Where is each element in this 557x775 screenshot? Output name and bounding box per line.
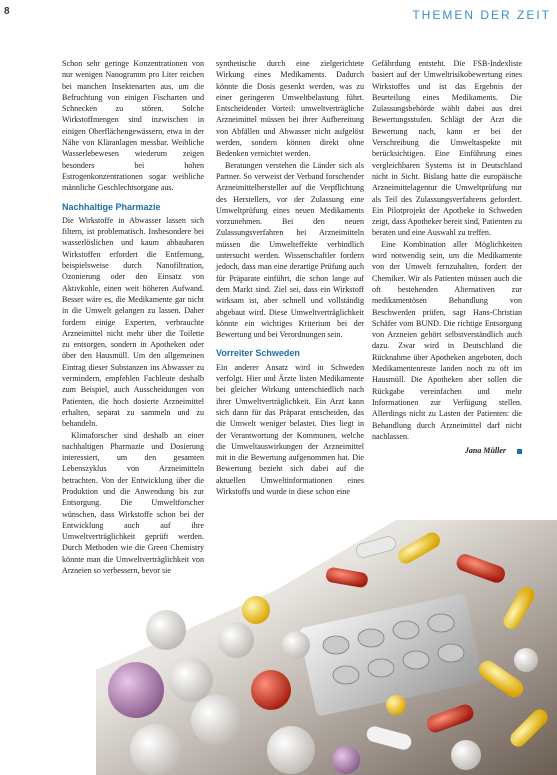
paragraph: Die Wirkstoffe in Abwasser lassen sich filtern, ist problematisch. Insbesondere bei wasserlöslichen und kaum abbaubaren Wirkstoffen erfordert die Entfernung, beispielsweise durch Nanofiltration, Ozonierung oder den Einsatz von Aktivkohle, einen weit höheren Aufwand. Besser wäre es, die Medikamente gar nicht in die Umwelt gelangen zu lassen. Daher fordern einige Experten, verbrauchte Arzneimittel nicht mehr über die Toilette zu entsorgen, sondern in Apotheken oder über den Hausmüll. Um den allgemeinen Eintrag dieser Substanzen ins Abwasser zu vermindern, empfehlen Fachleute deshalb zum Beispiel, auch Ausscheidungen von Patienten, die hoch dosierte Arzneimittel erhalten, separat zu sammeln und zu behandeln. — [62, 215, 204, 429]
paragraph: Eine Kombination aller Möglichkeiten wird notwendig sein, um die Medikamente von der Umwelt fernzuhalten, fordert der Chemiker. Wir als Patienten müssen auch die oft bestehenden Alternativen zur medikamentösen Behandlung von Beschwerden prüfen, sagt Hans-Christian Schäfer vom BUND. Die richtige Entsorgung von Arzneien gehört selbstverständlich auch dazu. Zwar wird in Deutschland die Rücknahme über Apotheken angeboten, doch Medikamentenreste landen noch zu oft im Hausmüll. Die Apotheken aber sollen die Rückgabe vereinfachen und mehr Informationen zur Verfügung stellen. Allerdings nicht zu Lasten der Patienten: die Behandlung durch Arzneimittel darf nicht nachlassen. — [372, 239, 522, 441]
paragraph: Klimaforscher sind deshalb an einer nachhaltigen Pharmazie und Dosierung interessiert, um den gesamten Lebenszyklus von Arzneimitteln betrachten. Von der Entwicklung über die Produktion und die Anwendung bis zur Entsorgung. Die Umweltforscher wünschen, dass Wirkstoffe schon bei der Entwicklung auch auf ihre Umweltverträglichkeit geprüft werden. Durch Methoden wie die Green Chemistry könnte man die Umweltverträglichkeit von Arzneien so verbessern, bevor sie — [62, 430, 204, 576]
author-byline: Jana Müller — [464, 446, 506, 456]
page-number: 8 — [4, 6, 10, 17]
paragraph: synthetische durch eine zielgerichtete Wirkung eines Medikaments. Dadurch könnte die Dosis gesenkt werden, was zu einer geringeren Umweltbelastung führt. Entscheidender Vorteil: umweltverträgliche Arzneimittel müssen bei ihrer Aufbereitung von Abfällen und Abwasser nicht aufgelöst werden, sondern können direkt ohne Bedenken vernichtet werden. — [216, 59, 364, 159]
article-column-3 — [372, 58, 522, 456]
article-column-2 — [216, 58, 364, 497]
subheading-vorreiter-schweden: Vorreiter Schweden — [216, 348, 300, 359]
pills-photo — [96, 520, 557, 775]
paragraph: Ein anderer Ansatz wird in Schweden verfolgt. Hier und Ärzte listen Medikamente bei gleicher Wirkung unterschiedlich nach ihrer Umweltverträglichkeit. Ein Arzt kann sich dann für das Präparat entscheiden, das die Umwelt weniger belastet. Dies liegt in der Verantwortung der Kommunen, welche die Umweltauswirkungen der Arzneimittel mit in die Bewertung aufgenommen hat. Die Bewertung bezieht sich dabei auf die aktuellen Umweltinformationen eines Wirkstoffs und wurde in diese schon eine — [216, 362, 364, 496]
paragraph: Gefährdung entsteht. Die FSB-Indexliste basiert auf der Umweltrisikobewertung eines Wirkstoffes und ist das Ergebnis der Beurteilung eines Medikaments. Die Zulassungsbehörde wählt dabei aus drei Bewertungsstufen. Schlägt der Arzt die Bewertung nach, kann er bei der Verschreibung die Umweltaspekte mit berücksichtigen. Eine Einführung eines vergleichbaren Systems ist in Deutschland nicht in Sicht. Bislang hatte die europäische Arzneimittelagentur die Umweltprüfung nur als Teil des Zulassungsverfahrens gefordert. Ein Pilotprojekt der Apotheke in Schweden zeigt, dass Apotheker bereit sind, Patienten zu beraten und eine Auswahl zu treffen. — [372, 59, 522, 238]
paragraph: Beratungen verstehen die Länder sich als Partner. So verweist der Verband forschender Arzneimittelhersteller auf die Verpflichtung des Herstellers, vor der Zulassung eine Umweltprüfung eines neuen Medikaments vorzunehmen. Bei den neuen Zulassungsverfahren bei Arzneimitteln müssen die Umwelteffekte verbindlich untersucht werden. Wissenschaftler fordern jedoch, dass man eine derartige Prüfung auch für Präparate einführt, die schon lange auf dem Markt sind. Ziel sei, dass ein Wirkstoff wirksam ist, aber schnell und vollständig abgebaut wird. Diese Umweltverträglichkeit könnte ein wichtiges Kriterium bei der Bewertung und bei Verordnungen sein. — [216, 160, 364, 340]
end-mark — [517, 449, 522, 454]
paragraph: Schon sehr geringe Konzentrationen von nur wenigen Nanogramm pro Liter reichen bei manchen Insektenarten aus, um die Befruchtung von einigen Fischarten und Schnecken zu stören. Solche Wirkstoffmengen sind inzwischen in einigen Oberflächengewässern, etwa in der Nähe von Kläranlagen messbar. Weibliche Wasserlebewesen wiederum zeigen besonders bei hohen Estrogenkonzentrationen sogar weibliche männliche Geschlechtsorgane aus. — [62, 59, 204, 193]
section-title: THEMEN DER ZEIT — [412, 8, 551, 22]
article-column-1 — [62, 58, 204, 576]
page-header — [0, 0, 557, 26]
subheading-nachhaltige-pharmazie: Nachhaltige Pharmazie — [62, 201, 161, 212]
